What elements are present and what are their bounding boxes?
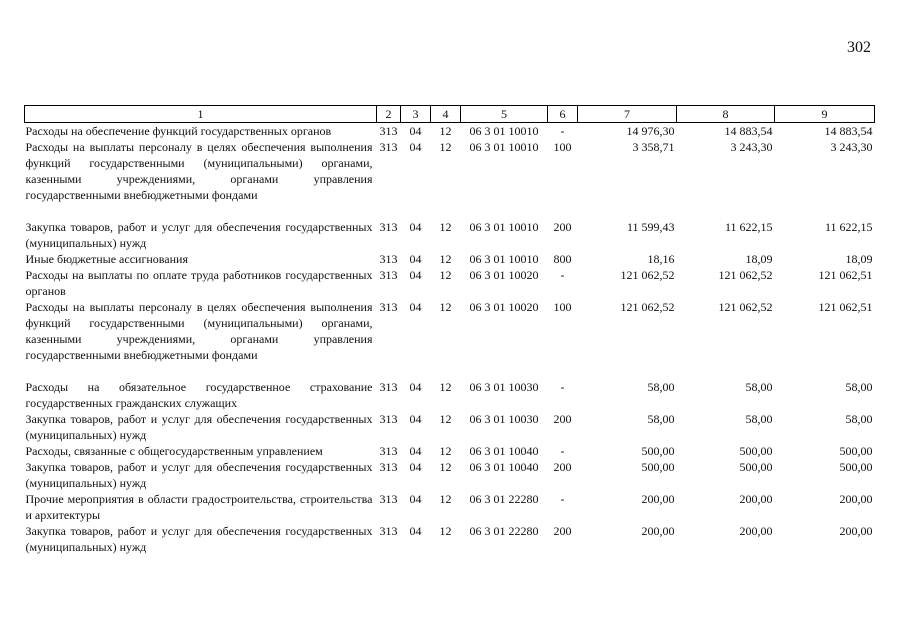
cell-amount-9: 500,00 [839,444,873,458]
cell-target-article: 06 3 01 10020 [469,300,539,314]
cell-amount-8: 200,00 [739,492,773,506]
cell-target-article: 06 3 01 10040 [469,460,539,474]
cell-amount-7: 200,00 [641,524,675,538]
cell-amount-9: 11 622,15 [824,220,873,234]
cell-ministry-code: 313 [379,492,398,506]
cell-subsection: 12 [439,252,452,266]
cell-section: 04 [409,444,422,458]
cell-description: Иные бюджетные ассигнования [25,252,188,266]
table-row [25,379,875,411]
cell-target-article: 06 3 01 10030 [469,412,539,426]
cell-expense-type: 100 [553,300,572,314]
cell-expense-type: - [560,268,565,282]
cell-ministry-code: 313 [379,380,398,394]
cell-amount-8: 121 062,52 [718,300,773,314]
cell-expense-type: - [560,380,565,394]
cell-description: Расходы, связанные с общегосударственным управлением [25,444,323,458]
cell-amount-8: 3 243,30 [730,140,773,154]
header-col-1: 1 [25,106,377,123]
cell-subsection: 12 [439,412,452,426]
page-number: 302 [847,39,871,56]
cell-amount-7: 58,00 [647,380,675,394]
cell-amount-7: 200,00 [641,492,675,506]
cell-amount-9: 58,00 [845,412,873,426]
cell-amount-9: 200,00 [839,492,873,506]
cell-subsection: 12 [439,124,452,138]
cell-amount-8: 121 062,52 [718,268,773,282]
cell-amount-9: 200,00 [839,524,873,538]
table-row [25,123,875,140]
cell-description: Расходы на обязательное государственное страхование государственных гражданских служащих [25,380,373,410]
cell-amount-7: 58,00 [647,412,675,426]
cell-amount-9: 500,00 [839,460,873,474]
cell-target-article: 06 3 01 22280 [469,524,539,538]
cell-amount-8: 200,00 [739,524,773,538]
cell-target-article: 06 3 01 10040 [469,444,539,458]
cell-expense-type: - [560,444,565,458]
table-row [25,299,875,379]
cell-ministry-code: 313 [379,300,398,314]
cell-section: 04 [409,220,422,234]
cell-amount-8: 11 622,15 [724,220,773,234]
cell-section: 04 [409,124,422,138]
cell-section: 04 [409,268,422,282]
cell-amount-8: 18,09 [745,252,773,266]
cell-description: Закупка товаров, работ и услуг для обеспечения государственных (муниципальных) нужд [25,460,373,490]
table-row [25,443,875,459]
cell-description: Расходы на выплаты по оплате труда работников государственных органов [25,268,373,298]
cell-amount-7: 18,16 [647,252,675,266]
cell-target-article: 06 3 01 10010 [469,252,539,266]
cell-ministry-code: 313 [379,460,398,474]
cell-target-article: 06 3 01 10010 [469,220,539,234]
table-row [25,139,875,219]
cell-subsection: 12 [439,220,452,234]
cell-amount-9: 3 243,30 [830,140,873,154]
cell-expense-type: 200 [553,220,572,234]
cell-amount-8: 58,00 [745,412,773,426]
cell-description: Расходы на обеспечение функций государственных органов [25,124,332,138]
header-col-5: 5 [461,106,548,123]
header-col-3: 3 [401,106,431,123]
header-col-8: 8 [677,106,775,123]
cell-amount-9: 121 062,51 [818,300,873,314]
cell-ministry-code: 313 [379,268,398,282]
cell-target-article: 06 3 01 10010 [469,124,539,138]
cell-expense-type: - [560,124,565,138]
cell-subsection: 12 [439,140,452,154]
cell-expense-type: 200 [553,524,572,538]
cell-target-article: 06 3 01 10020 [469,268,539,282]
cell-amount-7: 121 062,52 [620,300,675,314]
table-row [25,491,875,523]
cell-ministry-code: 313 [379,524,398,538]
cell-amount-9: 121 062,51 [818,268,873,282]
cell-description: Прочие мероприятия в области градостроительства, строительства и архитектуры [25,492,373,522]
cell-section: 04 [409,492,422,506]
cell-expense-type: - [560,492,565,506]
cell-subsection: 12 [439,380,452,394]
cell-section: 04 [409,412,422,426]
cell-target-article: 06 3 01 10030 [469,380,539,394]
cell-subsection: 12 [439,492,452,506]
cell-target-article: 06 3 01 10010 [469,140,539,154]
table-row [25,251,875,267]
table-row [25,459,875,491]
cell-expense-type: 200 [553,460,572,474]
cell-amount-8: 58,00 [745,380,773,394]
header-col-9: 9 [775,106,875,123]
cell-amount-9: 18,09 [845,252,873,266]
cell-amount-7: 500,00 [641,444,675,458]
header-col-7: 7 [578,106,677,123]
cell-description: Закупка товаров, работ и услуг для обеспечения государственных (муниципальных) нужд [25,220,373,250]
cell-subsection: 12 [439,460,452,474]
cell-section: 04 [409,460,422,474]
table-body [25,123,875,556]
cell-ministry-code: 313 [379,412,398,426]
cell-description: Расходы на выплаты персоналу в целях обеспечения выполнения функций государственными (муниципальными) органами, казенными учреждениями, органами управления государственными внебюджетными фондами [25,140,373,202]
cell-description: Закупка товаров, работ и услуг для обеспечения государственных (муниципальных) нужд [25,412,373,442]
table-row [25,523,875,555]
cell-subsection: 12 [439,524,452,538]
cell-amount-8: 500,00 [739,460,773,474]
cell-section: 04 [409,300,422,314]
cell-amount-9: 58,00 [845,380,873,394]
budget-table [24,105,875,555]
cell-amount-8: 14 883,54 [724,124,773,138]
cell-ministry-code: 313 [379,220,398,234]
cell-description: Закупка товаров, работ и услуг для обеспечения государственных (муниципальных) нужд [25,524,373,554]
cell-amount-7: 121 062,52 [620,268,675,282]
table-row [25,411,875,443]
header-col-2: 2 [377,106,401,123]
cell-description: Расходы на выплаты персоналу в целях обеспечения выполнения функций государственными (муниципальными) органами, казенными учреждениями, органами управления государственными внебюджетными фондами [25,300,373,362]
cell-section: 04 [409,140,422,154]
cell-amount-8: 500,00 [739,444,773,458]
cell-amount-7: 14 976,30 [626,124,675,138]
cell-ministry-code: 313 [379,444,398,458]
cell-section: 04 [409,380,422,394]
cell-ministry-code: 313 [379,140,398,154]
header-col-6: 6 [548,106,578,123]
cell-expense-type: 800 [553,252,572,266]
cell-amount-9: 14 883,54 [824,124,873,138]
cell-amount-7: 3 358,71 [632,140,675,154]
header-row [25,106,875,123]
cell-subsection: 12 [439,268,452,282]
cell-ministry-code: 313 [379,124,398,138]
cell-section: 04 [409,252,422,266]
table-row [25,267,875,299]
cell-section: 04 [409,524,422,538]
cell-amount-7: 11 599,43 [626,220,675,234]
cell-target-article: 06 3 01 22280 [469,492,539,506]
cell-expense-type: 200 [553,412,572,426]
cell-subsection: 12 [439,300,452,314]
cell-amount-7: 500,00 [641,460,675,474]
cell-subsection: 12 [439,444,452,458]
table-row [25,219,875,251]
header-col-4: 4 [431,106,461,123]
cell-expense-type: 100 [553,140,572,154]
cell-ministry-code: 313 [379,252,398,266]
